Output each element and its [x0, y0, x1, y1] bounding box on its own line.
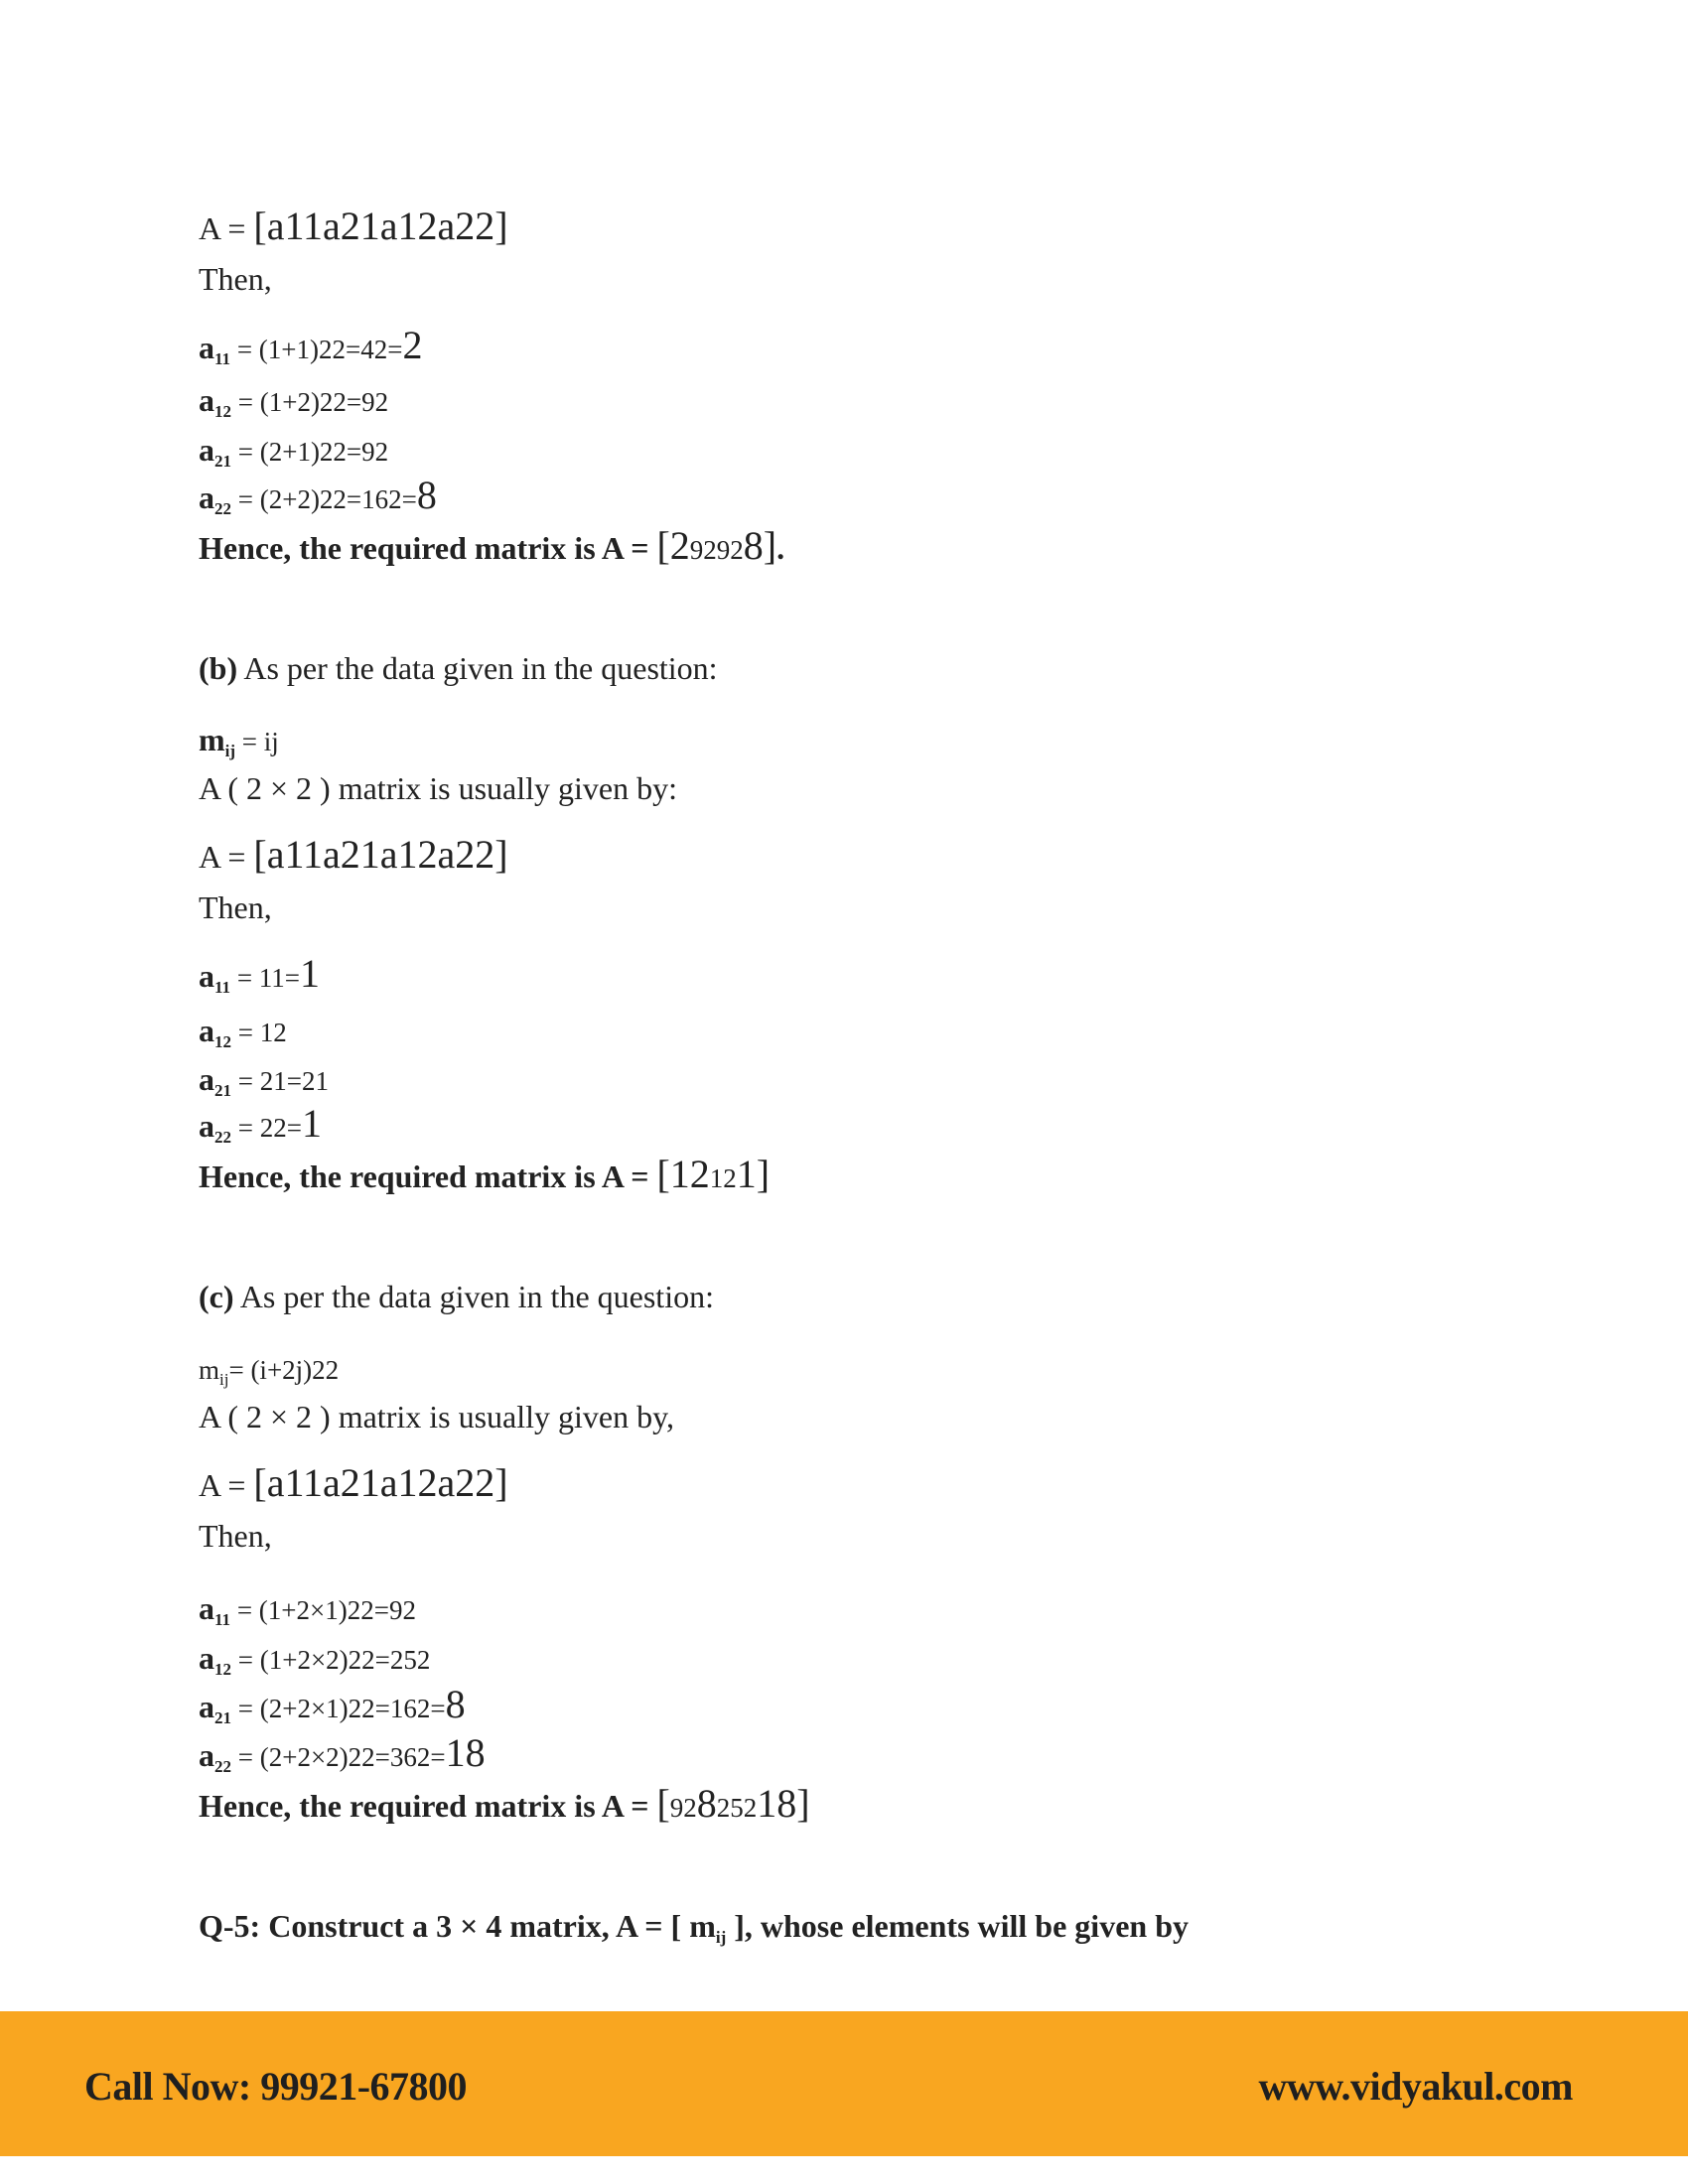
usually-text-c: A ( 2 × 2 ) matrix is usually given by, — [199, 1399, 675, 1434]
result-line-c: Hence, the required matrix is A = [92825218] — [199, 1781, 810, 1826]
matrix-definition-b: A = [a11a21a12a22] — [199, 832, 508, 877]
contact-footer-banner — [0, 2011, 1688, 2156]
matrix-definition-c: A = [a11a21a12a22] — [199, 1460, 508, 1505]
element-row: $a_{21} = (2+2\times 1)22=162=8$ — [199, 1682, 466, 1727]
website-link[interactable]: www.vidyakul.com — [1258, 2064, 1573, 2109]
section-b-intro: (b) As per the data given in the question: — [199, 650, 718, 686]
element-row: $a_{11} = 11=1$ — [199, 951, 321, 997]
section-c-intro: (c) As per the data given in the question: — [199, 1279, 714, 1314]
element-row: $a_{22} = (2+2\times 2)22=362=18$ — [199, 1730, 486, 1776]
question-5-heading: Q-5: Construct a 3 × 4 matrix, A = [ $m_{ij}$ ], whose elements will be given by — [199, 1908, 1189, 1947]
result-line-a: Hence, the required matrix is A = [292928]. — [199, 523, 785, 568]
then-label-b: Then, — [199, 889, 272, 925]
matrix-definition-a: A = [a11a21a12a22] — [199, 204, 508, 248]
call-now-text[interactable]: Call Now: 99921-67800 — [84, 2064, 468, 2109]
element-row: $a_{21} = (2+1)22=92$ — [199, 432, 389, 471]
element-row: $a_{22} = (2+2)22=162=8$ — [199, 473, 437, 518]
element-row: $a_{12} = 12$ — [199, 1013, 287, 1051]
element-row: $a_{11} = (1+1)22=42=2$ — [199, 323, 423, 368]
given-formula-c: mij= (i+2j)22 — [199, 1355, 340, 1389]
then-label-c: Then, — [199, 1518, 272, 1554]
element-row: $a_{12} = (1+2)22=92$ — [199, 382, 389, 421]
element-row: $a_{22} = 22=1$ — [199, 1101, 322, 1147]
then-label-a: Then, — [199, 261, 272, 297]
element-row: $a_{12} = (1+2\times 2)22=252$ — [199, 1640, 431, 1679]
given-formula-b: $m_{ij}$ = ij — [199, 722, 279, 760]
element-row: $a_{11} = (1+2\times 1)22=92$ — [199, 1590, 416, 1629]
element-row: $a_{21} = 21=21$ — [199, 1061, 329, 1100]
usually-text-b: A ( 2 × 2 ) matrix is usually given by: — [199, 770, 677, 806]
result-line-b: Hence, the required matrix is A = [12121] — [199, 1152, 771, 1196]
